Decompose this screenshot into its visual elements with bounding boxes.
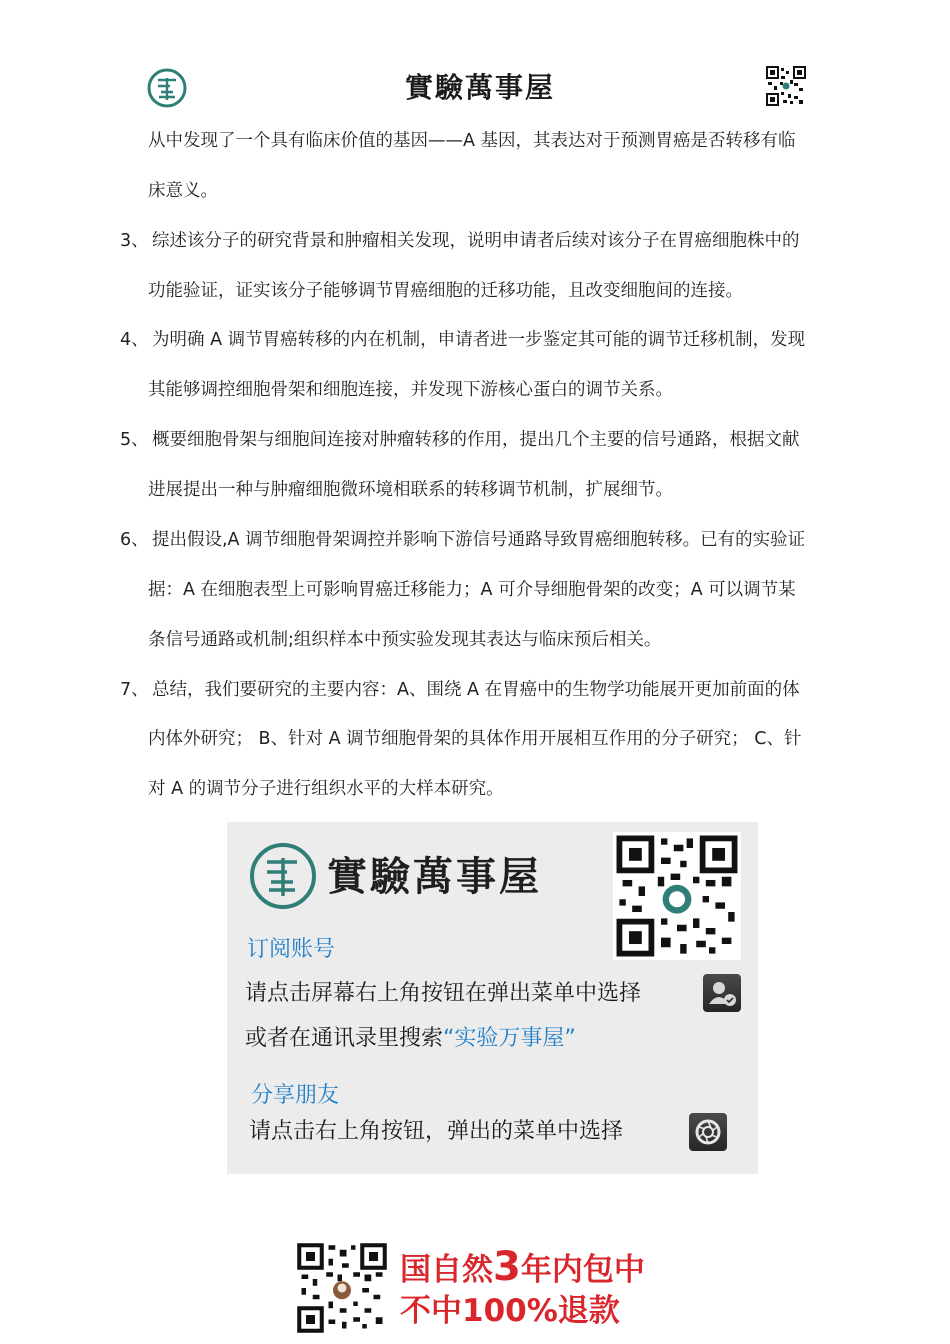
- ad-guarantee: 不中100%退款: [400, 1293, 620, 1329]
- list-number: 7、: [120, 680, 149, 700]
- list-item-line: 综述该分子的研究背景和肿瘤相关发现，说明申请者后续对该分子在胃癌细胞株中的: [152, 231, 800, 251]
- search-instruction: [245, 1024, 576, 1054]
- qr-code-icon: [766, 66, 806, 106]
- list-item-line: 功能验证，证实该分子能够调节胃癌细胞的迁移功能，且改变细胞间的连接。: [148, 281, 743, 301]
- share-instruction: 请点击右上角按钮，弹出的菜单中选择: [249, 1119, 624, 1144]
- subscribe-heading: 订阅账号: [247, 937, 336, 962]
- card-brand: 實驗萬事屋: [327, 853, 542, 900]
- seal-logo-icon: [147, 68, 187, 108]
- qr-code-icon: [613, 832, 741, 960]
- qr-code-icon: [297, 1243, 387, 1333]
- paragraph-line: 床意义。: [148, 181, 218, 201]
- list-item-line: 进展提出一种与肿瘤细胞微环境相联系的转移调节机制，扩展细节。: [148, 480, 673, 500]
- list-item-line: 提出假设,A 调节细胞骨架调控并影响下游信号通路导致胃癌细胞转移。已有的实验证: [152, 530, 806, 550]
- list-number: 4、: [120, 330, 149, 350]
- ad-headline-part: 年内包中: [520, 1252, 645, 1288]
- account-name: “实验万事屋”: [443, 1026, 576, 1051]
- list-item-line: 据：A 在细胞表型上可影响胃癌迁移能力；A 可介导细胞骨架的改变；A 可以调节某: [148, 580, 796, 600]
- share-heading: 分享朋友: [251, 1083, 340, 1108]
- list-number: 5、: [120, 430, 149, 450]
- subscribe-instruction: 请点击屏幕右上角按钮在弹出菜单中选择: [245, 981, 642, 1006]
- ad-headline-part: 国自然: [400, 1252, 493, 1288]
- ad-headline-number: 3: [493, 1244, 521, 1290]
- header-brand: 實驗萬事屋: [405, 71, 556, 104]
- list-item-line: 对 A 的调节分子进行组织水平的大样本研究。: [148, 779, 504, 799]
- list-item-line: 为明确 A 调节胃癌转移的内在机制，申请者进一步鉴定其可能的调节迁移机制，发现: [152, 330, 806, 350]
- list-item-line: 总结，我们要研究的主要内容：A、围绕 A 在胃癌中的生物学功能展开更加前面的体: [152, 680, 800, 700]
- list-item-line: 其能够调控细胞骨架和细胞连接，并发现下游核心蛋白的调节关系。: [148, 380, 673, 400]
- ad-headline: [400, 1244, 645, 1290]
- subscribe-card: [227, 822, 758, 1174]
- list-number: 6、: [120, 530, 149, 550]
- list-item-line: 概要细胞骨架与细胞间连接对肿瘤转移的作用，提出几个主要的信号通路，根据文献: [152, 430, 800, 450]
- list-item-line: 内体外研究； B、针对 A 调节细胞骨架的具体作用开展相互作用的分子研究； C、针: [148, 729, 802, 749]
- contact-check-icon: [703, 974, 741, 1012]
- paragraph-line: 从中发现了一个具有临床价值的基因——A 基因，其表达对于预测胃癌是否转移有临: [148, 131, 796, 151]
- list-number: 3、: [120, 231, 149, 251]
- list-item-line: 条信号通路或机制;组织样本中预实验发现其表达与临床预后相关。: [148, 630, 662, 650]
- aperture-share-icon: [689, 1113, 727, 1151]
- seal-logo-icon: [249, 842, 317, 910]
- search-instruction-prefix: 或者在通讯录里搜索: [245, 1026, 444, 1051]
